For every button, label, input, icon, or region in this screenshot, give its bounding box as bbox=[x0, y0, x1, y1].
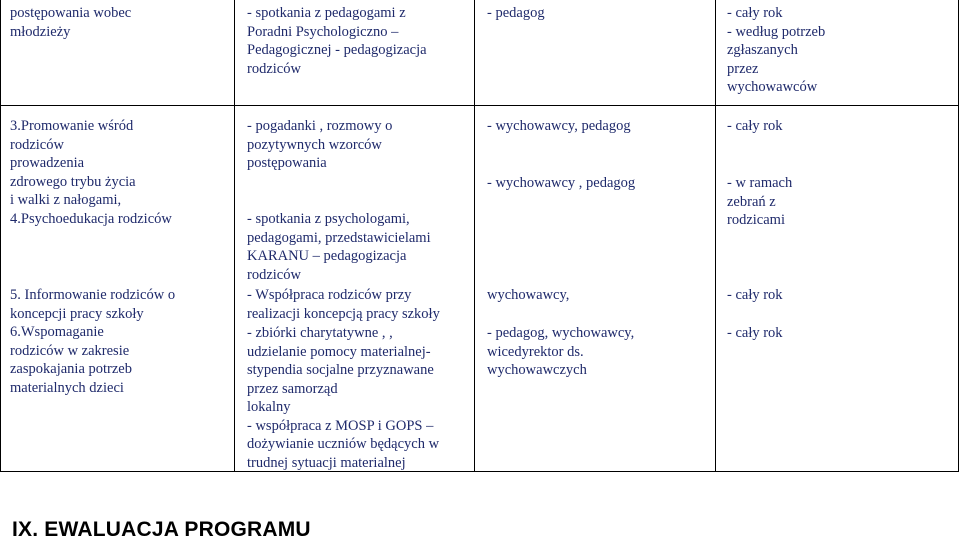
table-cell-activity: - spotkania z psychologami, pedagogami, przedstawicielami KARANU – pedagogizacja rodziców bbox=[247, 211, 431, 283]
table-cell-activity: - zbiórki charytatywne , , udzielanie pomocy materialnej- stypendia socjalne przyznawane przez samorząd lokalny - współpraca z MOSP i GOPS – dożywianie uczniów będących w trudnej sytuacji materialnej bbox=[247, 325, 440, 471]
table-column-divider-2 bbox=[474, 0, 475, 472]
table-border-bottom bbox=[0, 471, 959, 472]
table-cell-responsible: wychowawcy, bbox=[487, 287, 570, 303]
table-cell-activity: - spotkania z pedagogami z Poradni Psychologiczno – Pedagogicznej - pedagogizacja rodziców bbox=[247, 5, 427, 77]
table-border-right bbox=[958, 0, 959, 472]
table-cell-deadline: - cały rok bbox=[727, 325, 783, 341]
table-cell-deadline: - w ramach zebrań z rodzicami bbox=[727, 175, 793, 228]
section-heading: IX. EWALUACJA PROGRAMU bbox=[12, 518, 311, 541]
table-cell-area: postępowania wobec młodzieży bbox=[10, 5, 132, 40]
table-cell-deadline: - cały rok bbox=[727, 287, 783, 303]
table-cell-deadline: - cały rok - według potrzeb zgłaszanych przez wychowawców bbox=[727, 5, 826, 95]
table-cell-responsible: - pedagog bbox=[487, 5, 545, 21]
table-cell-responsible: - wychowawcy , pedagog bbox=[487, 175, 636, 191]
table-cell-deadline: - cały rok bbox=[727, 118, 783, 134]
table-column-divider-1 bbox=[234, 0, 235, 472]
table-row-divider bbox=[0, 105, 959, 106]
table-column-divider-3 bbox=[715, 0, 716, 472]
table-cell-responsible: - pedagog, wychowawcy, wicedyrektor ds. wychowawczych bbox=[487, 325, 635, 378]
table-cell-area: 5. Informowanie rodziców o koncepcji pracy szkoły bbox=[10, 287, 176, 322]
table-cell-area: 3.Promowanie wśród rodziców prowadzenia zdrowego trybu życia i walki z nałogami, 4.Psychoedukacja rodziców bbox=[10, 118, 172, 227]
table-cell-area: 6.Wspomaganie rodziców w zakresie zaspokajania potrzeb materialnych dzieci bbox=[10, 324, 132, 396]
table-border-left bbox=[0, 0, 1, 472]
table-cell-activity: - pogadanki , rozmowy o pozytywnych wzorców postępowania bbox=[247, 118, 393, 171]
table-cell-activity: - Współpraca rodziców przy realizacji koncepcją pracy szkoły bbox=[247, 287, 440, 322]
table-cell-responsible: - wychowawcy, pedagog bbox=[487, 118, 631, 134]
